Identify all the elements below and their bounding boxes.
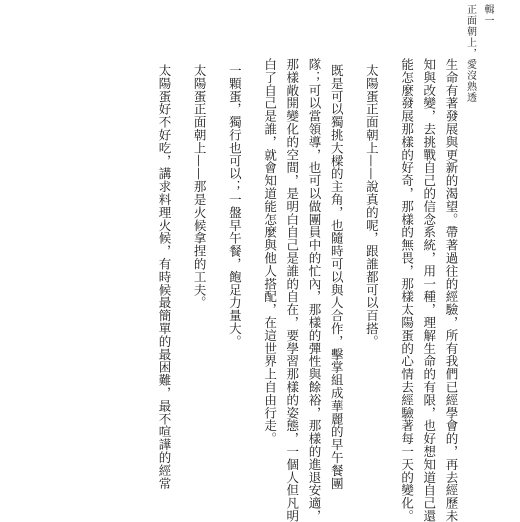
- text-column: 一顆蛋，獨行也可以；一盤早午餐，飽足力量大。: [227, 64, 243, 348]
- text-column: 太陽蛋好不好吃，講求料理火候，有時候最簡單的最困難，最不喧譁的經常: [156, 64, 172, 490]
- chapter-label: 輯一: [482, 4, 493, 26]
- text-column: 白了自己是誰，就會知道能怎麼與他人搭配，在這世界上自由行走。: [262, 58, 278, 445]
- text-column: 能怎麼發展那樣的好奇，那樣的無畏，那樣太陽蛋的心情去經驗著每一天的變化。: [399, 58, 415, 522]
- text-column: 既是可以獨挑大樑的主角，也隨時可以與人合作，擊掌組成華麗的早午餐團: [329, 64, 345, 490]
- body-text: [153, 58, 462, 522]
- chapter-title: 正面朝上，愛沒熟透: [464, 4, 476, 103]
- text-column: 太陽蛋正面朝上——說真的呢，跟誰都可以百搭。: [364, 64, 380, 348]
- text-column: 那樣敞開變化的空間，是明白自己是誰的自在，要學習那樣的姿態，一個人但凡明: [284, 58, 300, 522]
- text-column: 知與改變，去挑戰自己的信念系統，用一種，理解生命的有限，也好想知道自己還: [421, 58, 437, 522]
- text-column: 隊；可以當領導，也可以做團員中的忙內，那樣的彈性與餘裕，那樣的進退安適，: [306, 58, 322, 522]
- text-column: 生命有著發展與更新的渴望。帶著過往的經驗，所有我們已經學會的，再去經歷未: [444, 58, 459, 522]
- text-column: 太陽蛋正面朝上——那是火候拿捏的工夫。: [192, 64, 208, 310]
